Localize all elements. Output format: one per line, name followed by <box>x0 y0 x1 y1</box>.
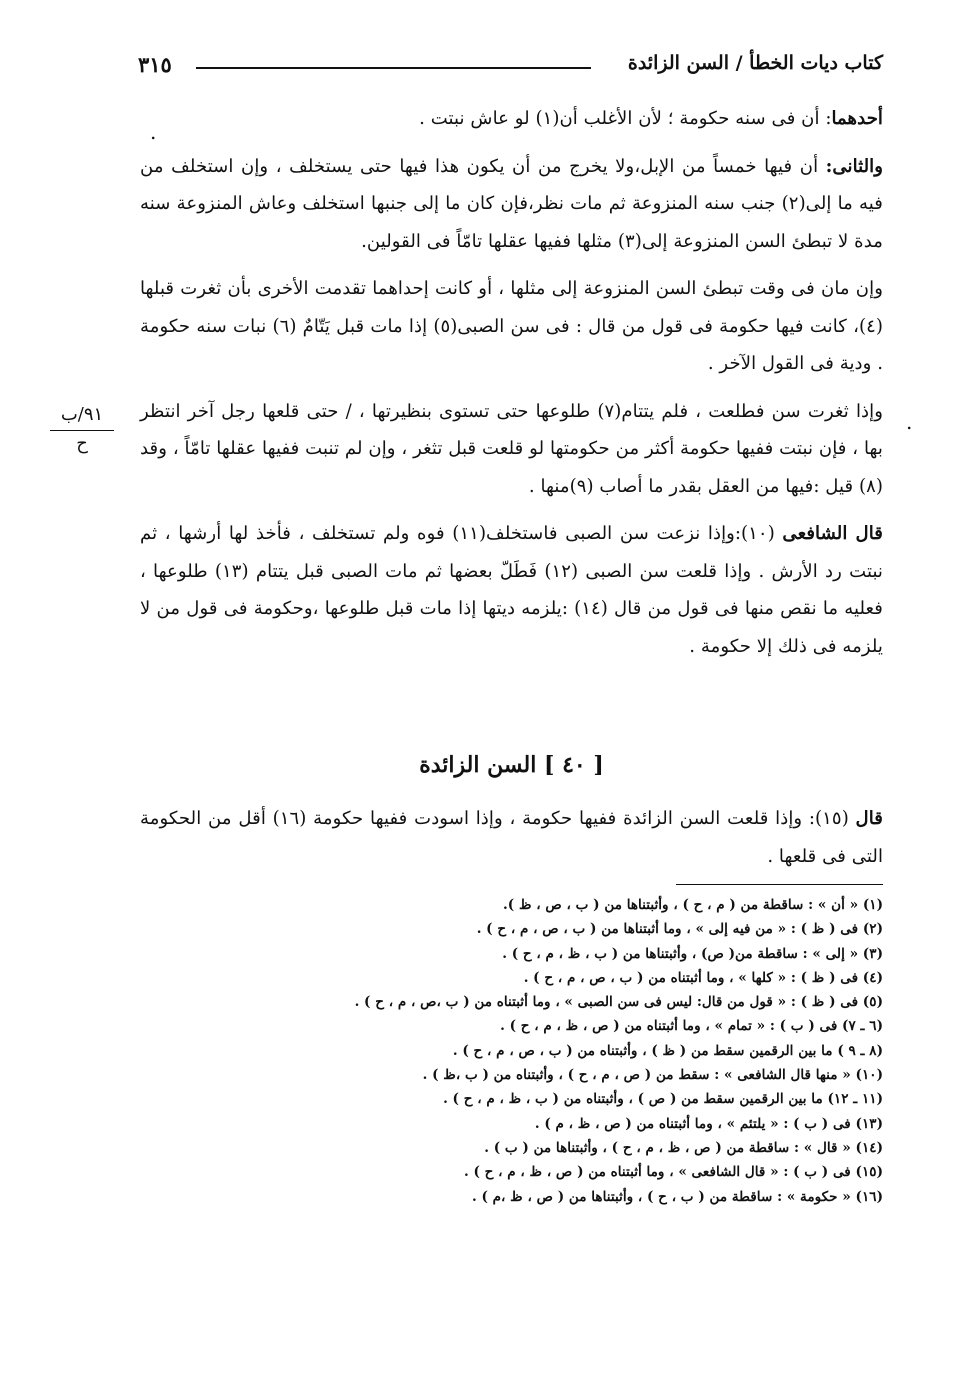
paragraph-lead: أحدهما <box>831 108 883 129</box>
main-text <box>140 100 883 675</box>
footnote: (١) « أن » : ساقطة من ( م ، ح ) ، وأثبتناها من ( ب ، ص ، ظ ). <box>503 897 883 913</box>
paragraph <box>140 270 883 383</box>
footnote: (١١ ـ ١٢) ما بين الرقمين سقط من ( ص ) ، وأثبتناه من ( ب ، ظ ، م ، ح ) . <box>443 1091 883 1108</box>
margin-manuscript-ref <box>50 402 114 457</box>
page-number: ٣١٥ <box>138 52 172 77</box>
footnote: (٨ ـ ٩ ) ما بين الرقمين سقط من ( ظ ) ، وأثبتناه من ( ب ، ص ، م ، ح ) . <box>452 1042 883 1059</box>
running-header <box>138 52 883 88</box>
footnote: (١٥) فى ( ب ) : « قال الشافعى » ، وما أثبتناه من ( ص ، ظ ، م ، ح ) . <box>463 1164 883 1181</box>
footnote: (٦ ـ ٧) فى ( ب ) : « تمام » ، وما أثبتناه من ( ص ، ظ ، م ، ح ) . <box>500 1018 883 1035</box>
paragraph-text: وإذا ثغرت سن فطلعت ، فلم يتتام(٧) طلوعها حتى تستوى بنظيرتها ، / حتى قلعها رجل آخر انتظر بها ، فإن نبتت ففيها حكومة أكثر من حكومتها لو قلعت قبل تثغر ، وإن لم تنبت ففيها عقلها تامّاً ، وقد (٨) قيل :فيها من العقل بقدر ما أصاب (٩)منها . <box>140 400 883 497</box>
paragraph-text: (١٠):وإذا نزعت سن الصبى فاستخلف(١١) فوه ولم تستخلف ، فأخذ لها أرشها ، ثم نبتت رد الأرش . وإذا قلعت سن الصبى (١٢) فَطَلّ بعضها ثم مات الصبى قبل يتتام (١٣) طلوعها ، فعليه ما نقص منها فى قول من قال (١٤) :يلزمه ديتها إذا مات قبل طلوعها ،وحكومة فى قول من لا يلزمه فى ذلك إلا حكومة . <box>140 523 883 657</box>
footnote: (١٦) « حكومة » : ساقطة من ( ب ، ح ) ، وأثبتناها من ( ص ، ظ ،م ) . <box>472 1188 883 1205</box>
footnote-rule <box>676 884 883 885</box>
paragraph-text: : أن فى سنه حكومة ؛ لأن الأغلب أن(١) لو عاش نبتت . <box>419 108 832 129</box>
footnote: (٢) فى ( ظ ) : « من فيه إلى » ، وما أثبتناها من ( ب ، ص ، م ، ح ) . <box>476 921 883 938</box>
margin-note-siglum: ح <box>76 433 88 454</box>
paragraph-lead: قال <box>855 808 883 829</box>
header-rule <box>196 67 591 69</box>
paragraph <box>140 393 883 506</box>
paragraph-lead: والثانى: <box>825 155 883 177</box>
footnote: (١٠) « منها قال الشافعى » : سقط من ( ص ، م ، ح ) ، وأثبتناه من ( ب ،ظ ) . <box>422 1067 883 1084</box>
paragraph-text: (١٥): وإذا قلعت السن الزائدة ففيها حكومة ، وإذا اسودت ففيها حكومة (١٦) أقل من الحكومة التى فى قلعها . <box>140 808 883 867</box>
paragraph <box>140 100 883 138</box>
footnote: (١٣) فى ( ب ) : « يلتئم » ، وما أثبتناه من ( ص ، ظ ، م ) . <box>534 1115 883 1132</box>
footnote: (٥) فى ( ظ ) : « قول من قال: ليس فى سن الصبى » ، وما أثبتناه من ( ب ،ص ، م ، ح ) . <box>354 994 883 1011</box>
paragraph-text: وإن مان فى وقت تبطئ السن المنزوعة إلى مثلها ، أو كانت إحداهما تقدمت الأخرى بأن ثغرت قبلها (٤)، كانت فيها حكومة فى قول من قال : فى سن الصبى(٥) إذا مات قبل يَتّامٌ (٦) نبات سنه حكومة . ودية فى القول الآخر . <box>140 278 883 374</box>
footnote: (١٤) « قال » : ساقطة من ( ص ، ظ ، م ، ح ) ، وأثبتناها من ( ب ) . <box>484 1139 883 1156</box>
paragraph-lead: قال الشافعى <box>782 523 884 544</box>
margin-note-folio: ٩١/ب <box>50 402 114 431</box>
speck-mark: . <box>906 410 913 434</box>
speck-mark: . <box>150 120 157 144</box>
section-text <box>140 800 883 875</box>
paragraph <box>140 148 883 261</box>
paragraph-text: أن فيها خمساً من الإبل،ولا يخرج من أن يكون هذا فيها حتى يستخلف ، وإن استخلف من فيه ما إلى(٢) جنب سنه المنزوعة ثم مات نظر،فإن كان ما إلى جنبها استخلف وعاش المنزوعة سنه مدة لا تبطئ السن المنزوعة إلى(٣) مثلها ففيها عقلها تامّاً فى القولين. <box>140 155 883 252</box>
section-title: [ ٤٠ ] السن الزائدة <box>419 752 604 778</box>
footnote: (٣) « إلى » : ساقطة من( ص) ، وأثبتناها من ( ب ، ظ ، م ، ح ) . <box>502 945 883 962</box>
paragraph <box>140 800 883 875</box>
header-title: كتاب ديات الخطأ / السن الزائدة <box>627 52 883 74</box>
paragraph <box>140 515 883 665</box>
footnote: (٤) فى ( ظ ) : « كلها » ، وما أثبتناه من ( ب ، ص ، م ، ح ) . <box>523 969 883 986</box>
footnotes <box>180 893 883 1209</box>
